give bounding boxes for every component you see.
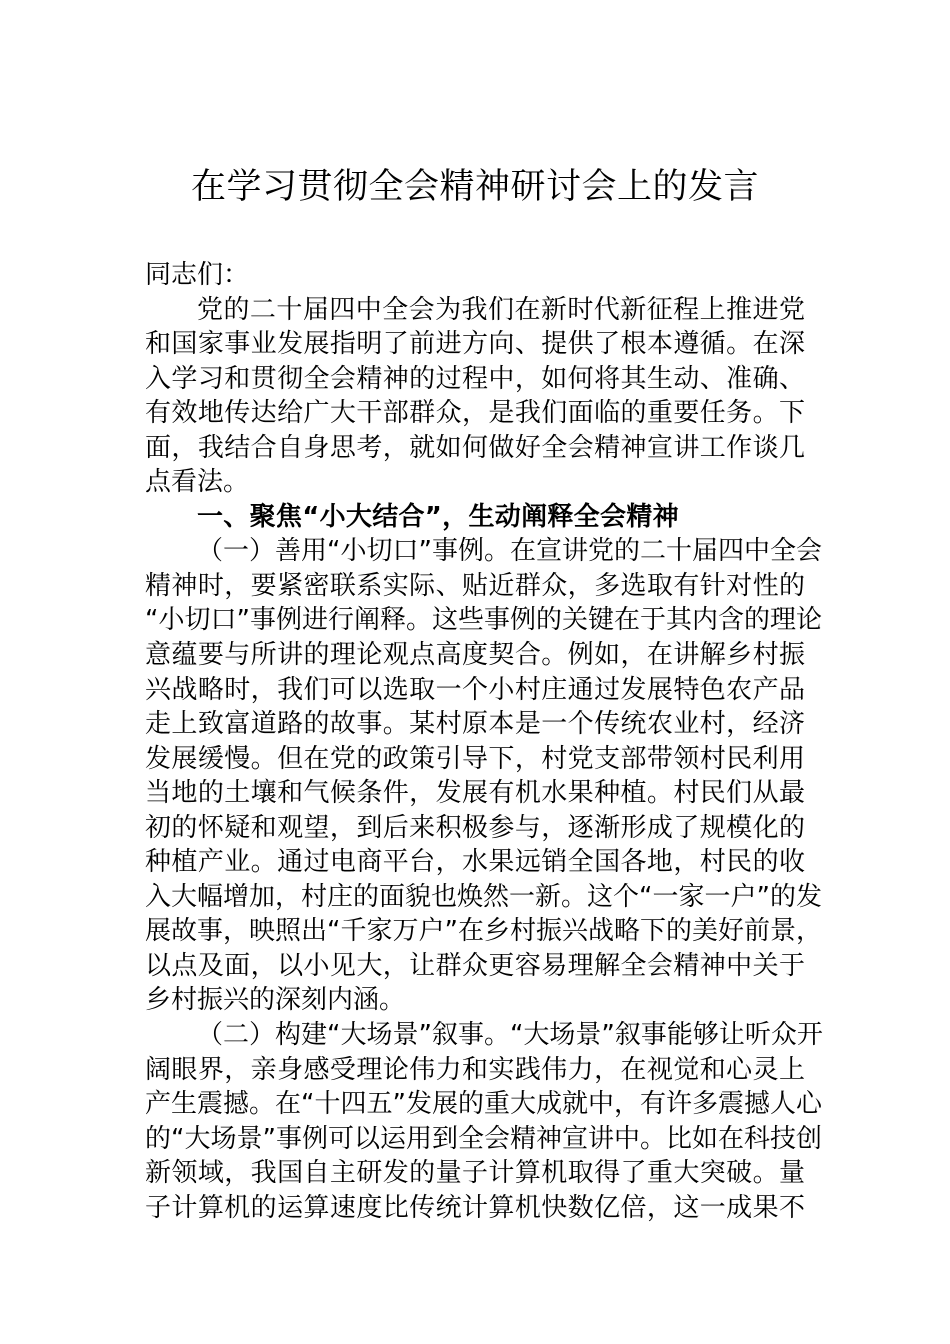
salutation: 同志们： [145,260,250,290]
text-line: 意蕴要与所讲的理论观点高度契合。例如，在讲解乡村振 [145,640,805,671]
text-line: 党的二十届四中全会为我们在新时代新征程上推进党 [197,294,805,325]
text-line: 乡村振兴的深刻内涵。 [145,985,406,1016]
paragraph [145,293,805,500]
text-line: 子计算机的运算速度比传统计算机快数亿倍，这一成果不 [145,1192,805,1223]
text-line: 精神时，要紧密联系实际、贴近群众，多选取有针对性的 [145,570,805,601]
section-heading-block [145,500,805,535]
text-line: 和国家事业发展指明了前进方向、提供了根本遵循。在深 [145,329,805,360]
text-line: 兴战略时，我们可以选取一个小村庄通过发展特色农产品 [145,674,805,705]
document-title: 在学习贯彻全会精神研讨会上的发言 [190,167,759,207]
text-line: 新领域，我国自主研发的量子计算机取得了重大突破。量 [145,1158,805,1189]
text-line: （二）构建“大场景”叙事。“大场景”叙事能够让听众开 [197,1020,823,1051]
text-line: 点看法。 [145,467,250,498]
paragraphs [145,293,823,1226]
text-line: 展故事，映照出“千家万户”在乡村振兴战略下的美好前景， [145,916,822,947]
text-line: 发展缓慢。但在党的政策引导下，村党支部带领村民利用 [145,743,805,774]
text-line: “小切口”事例进行阐释。这些事例的关键在于其内含的理论 [145,605,822,636]
text-line: 入大幅增加，村庄的面貌也焕然一新。这个“一家一户”的发 [145,881,822,912]
text-line: 有效地传达给广大干部群众，是我们面临的重要任务。下 [145,398,805,429]
text-line: 走上致富道路的故事。某村原本是一个传统农业村，经济 [145,709,805,740]
text-line: 当地的土壤和气候条件，发展有机水果种植。村民们从最 [145,778,805,809]
text-line: 的“大场景”事例可以运用到全会精神宣讲中。比如在科技创 [145,1123,822,1154]
text-line: 种植产业。通过电商平台，水果远销全国各地，村民的收 [145,847,805,878]
text-line: （一）善用“小切口”事例。在宣讲党的二十届四中全会 [197,536,822,567]
text-line: 阔眼界，亲身感受理论伟力和实践伟力，在视觉和心灵上 [145,1054,805,1085]
text-line: 产生震撼。在“十四五”发展的重大成就中，有许多震撼人心 [145,1089,822,1120]
document-body [145,258,823,1225]
text-line: 初的怀疑和观望，到后来积极参与，逐渐形成了规模化的 [145,812,805,843]
paragraph [145,1018,823,1225]
section-heading: 一、聚焦“小大结合”，生动阐释全会精神 [197,501,679,532]
text-line: 面，我结合自身思考，就如何做好全会精神宣讲工作谈几 [145,432,805,463]
text-line: 入学习和贯彻全会精神的过程中，如何将其生动、准确、 [145,363,805,394]
text-line: 以点及面，以小见大，让群众更容易理解全会精神中关于 [145,950,805,981]
paragraph [145,534,822,1018]
